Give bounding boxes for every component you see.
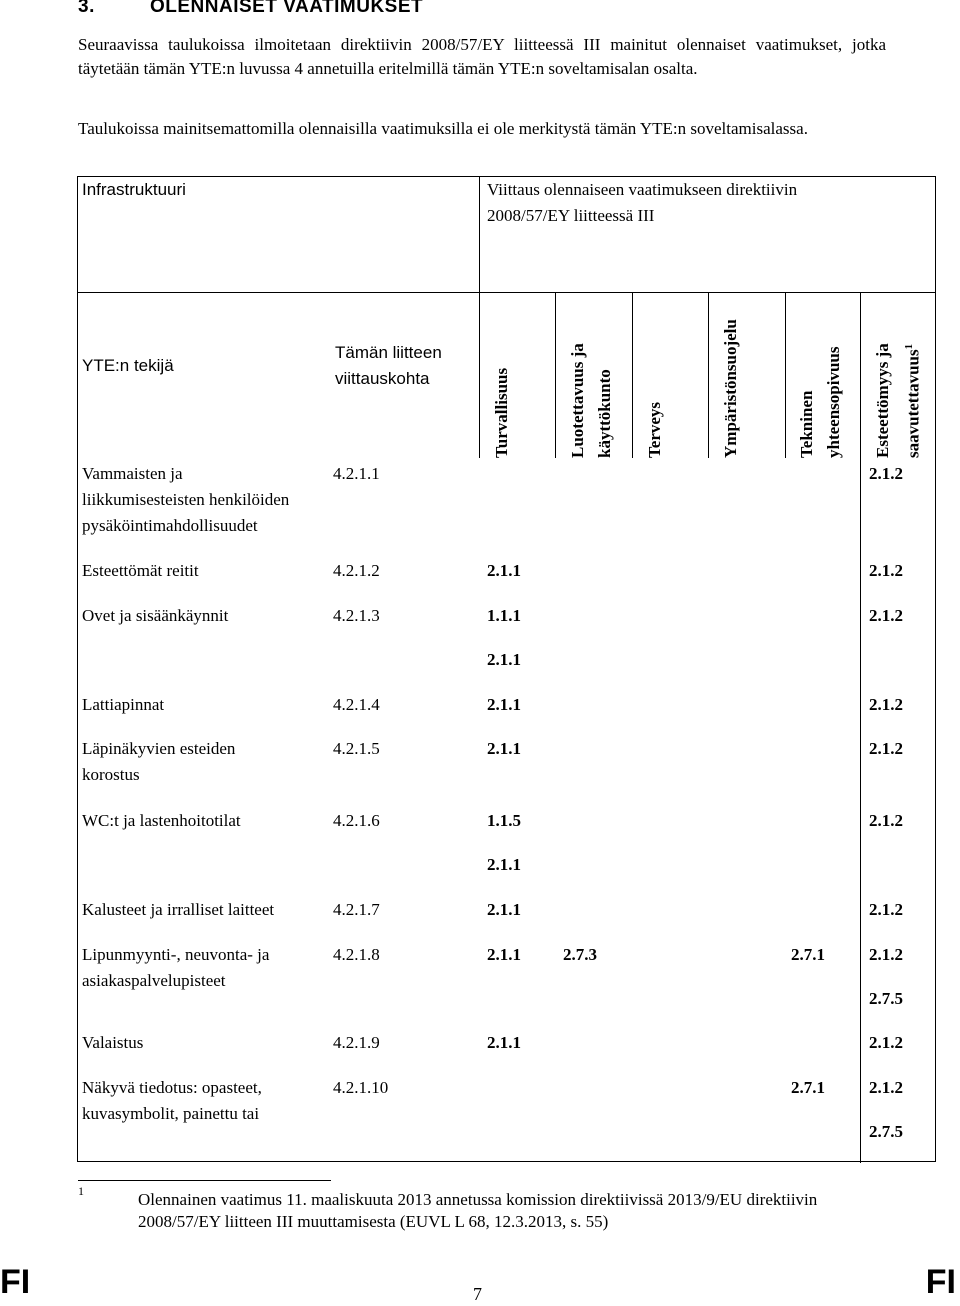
footnote-marker: 1 (78, 1184, 84, 1198)
ref-column-header-line2: viittauskohta (335, 369, 430, 388)
header-terveys: Terveys (645, 401, 664, 458)
element-name: Vammaisten ja (82, 464, 183, 483)
requirement-code: 2.1.1 (487, 650, 521, 669)
table-divider (860, 292, 861, 1163)
intro-paragraph: Seuraavissa taulukoissa ilmoitetaan direktiivin 2008/57/EY liitteessä III mainitut olennaiset vaatimukset, jotka täytetään tämän YTE:n luvussa 4 annetuilla eritelmillä tämän YTE:n soveltamisalan osalta. (78, 35, 886, 78)
element-name: Läpinäkyvien esteiden (82, 739, 236, 758)
table-divider (555, 292, 556, 458)
reference-code: 4.2.1.6 (333, 811, 380, 830)
element-name: Valaistus (82, 1033, 144, 1052)
header-tekninen: Tekninen yhteensopivuus (797, 346, 843, 458)
element-name: liikkumisesteisten henkilöiden (82, 490, 290, 509)
header-turvallisuus: Turvallisuus (492, 367, 511, 458)
requirement-code: 1.1.5 (487, 811, 521, 830)
page-number: 7 (473, 1284, 482, 1304)
requirement-code: 2.1.1 (487, 900, 521, 919)
requirement-code: 2.1.2 (869, 811, 903, 830)
reference-code: 4.2.1.4 (333, 695, 380, 714)
element-name: Esteettömät reitit (82, 561, 199, 580)
header-esteettomyys: Esteettömyys ja saavutettavuus$^1$ (873, 343, 923, 458)
reference-code: 4.2.1.9 (333, 1033, 380, 1052)
reference-code: 4.2.1.10 (333, 1078, 389, 1097)
element-name: Ovet ja sisäänkäynnit (82, 606, 229, 625)
language-code-left: FI (0, 1263, 31, 1301)
table-divider (708, 292, 709, 458)
requirement-code: 2.7.3 (563, 945, 597, 964)
element-name: WC:t ja lastenhoitotilat (82, 811, 241, 830)
requirement-code: 2.1.1 (487, 1033, 521, 1052)
scope-paragraph: Taulukoissa mainitsemattomilla olennaisilla vaatimuksilla ei ole merkitystä tämän YTE:n soveltamisalassa. (78, 119, 808, 138)
requirement-code: 2.7.1 (791, 1078, 825, 1097)
requirement-code: 2.1.2 (869, 739, 903, 758)
requirement-code: 2.1.2 (869, 561, 903, 580)
table-divider (479, 292, 480, 458)
table-divider (78, 292, 935, 293)
reference-header-line2: 2008/57/EY liitteessä III (487, 206, 655, 225)
header-luotettavuus: Luotettavuus ja käyttökunto (568, 343, 614, 458)
reference-code: 4.2.1.8 (333, 945, 380, 964)
requirement-code: 2.1.1 (487, 945, 521, 964)
requirement-code: 2.1.1 (487, 695, 521, 714)
reference-code: 4.2.1.1 (333, 464, 380, 483)
requirement-code: 2.7.5 (869, 1122, 903, 1141)
footnote-line2: 2008/57/EY liitteen III muuttamisesta (EUVL L 68, 12.3.2013, s. 55) (138, 1212, 609, 1231)
requirement-code: 1.1.1 (487, 606, 521, 625)
element-name: korostus (82, 765, 140, 784)
element-column-header: YTE:n tekijä (82, 356, 174, 375)
element-name: Lattiapinnat (82, 695, 165, 714)
element-name: pysäköintimahdollisuudet (82, 516, 258, 535)
requirements-table (77, 176, 936, 1162)
requirement-code: 2.1.2 (869, 1033, 903, 1052)
element-name: Kalusteet ja irralliset laitteet (82, 900, 275, 919)
requirement-code: 2.1.2 (869, 900, 903, 919)
requirement-code: 2.7.5 (869, 989, 903, 1008)
table-divider (479, 177, 480, 292)
reference-code: 4.2.1.5 (333, 739, 380, 758)
language-code-right: FI (925, 1263, 956, 1301)
requirement-code: 2.1.1 (487, 561, 521, 580)
element-name: Lipunmyynti-, neuvonta- ja (82, 945, 270, 964)
requirement-code: 2.7.1 (791, 945, 825, 964)
ref-column-header-line1: Tämän liitteen (335, 343, 442, 362)
reference-header-line1: Viittaus olennaiseen vaatimukseen direktiivin (487, 180, 798, 199)
reference-code: 4.2.1.7 (333, 900, 380, 919)
element-name: kuvasymbolit, painettu tai (82, 1104, 260, 1123)
requirement-code: 2.1.2 (869, 945, 903, 964)
table-divider (632, 292, 633, 458)
header-ymparistonsuojelu: Ympäristönsuojelu (721, 319, 740, 458)
reference-code: 4.2.1.2 (333, 561, 380, 580)
infrastructure-header: Infrastruktuuri (82, 180, 186, 199)
requirement-code: 2.1.2 (869, 695, 903, 714)
element-name: Näkyvä tiedotus: opasteet, (82, 1078, 262, 1097)
requirement-code: 2.1.1 (487, 739, 521, 758)
element-name: asiakaspalvelupisteet (82, 971, 226, 990)
table-divider (785, 292, 786, 458)
footnote-rule (78, 1180, 331, 1181)
footnote-text (138, 1189, 886, 1233)
requirement-code: 2.1.2 (869, 606, 903, 625)
reference-code: 4.2.1.3 (333, 606, 380, 625)
section-title (78, 0, 423, 18)
footnote-line1: Olennainen vaatimus 11. maaliskuuta 2013 annetussa komission direktiivissä 2013/9/EU direktiivin (138, 1190, 818, 1209)
section-heading: OLENNAISET VAATIMUKSET (150, 0, 424, 17)
requirement-code: 2.1.2 (869, 464, 903, 483)
requirement-code: 2.1.1 (487, 855, 521, 874)
section-number: 3. (78, 0, 95, 17)
requirement-code: 2.1.2 (869, 1078, 903, 1097)
